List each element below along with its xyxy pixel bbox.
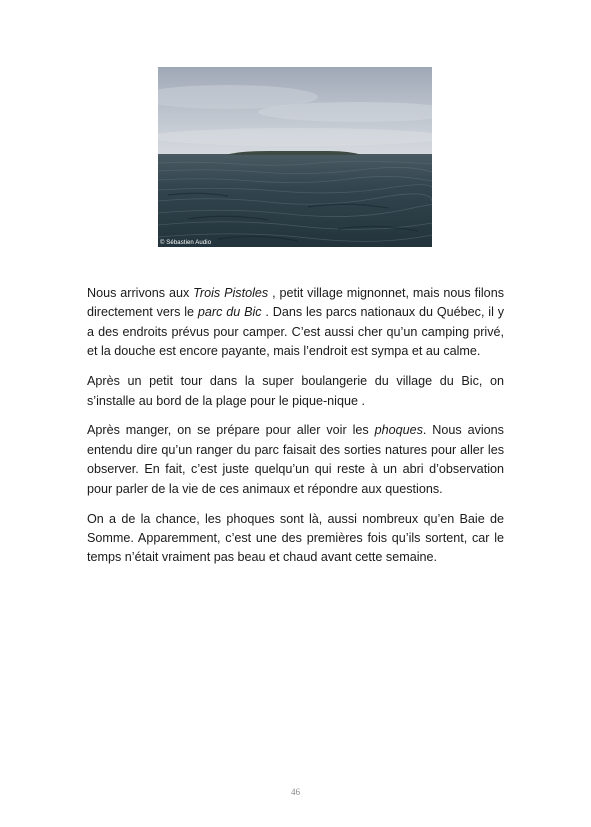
text-run: Nous arrivons aux bbox=[87, 286, 194, 300]
text-run: Après un petit tour dans la super boulangerie du village du Bic, on s’installe au bord de la plage pour le pique-nique . bbox=[87, 374, 504, 408]
text-run: On a de la chance, les phoques sont là, aussi nombreux qu’en Baie de Somme. Apparemment, c’est une des premières fois qu’ils sortent, car le temps n’était vraiment pas beau et chaud avant cette semaine. bbox=[87, 511, 504, 565]
text-run: . Nous avions entendu dire qu’un ranger du parc faisait des sorties natures pour aller les observer. En fait, c’est juste quelqu’un qui reste à un abri d’observation pour parler de la vie de ces animaux et répondre aux questions. bbox=[87, 423, 504, 496]
text-run: Après manger, on se prépare pour aller voir les bbox=[87, 423, 375, 438]
photo-credit: © Sébastien Audio bbox=[160, 240, 212, 246]
italic-text: Trois Pistoles bbox=[193, 286, 269, 300]
italic-text: phoques bbox=[374, 423, 423, 438]
body-text bbox=[87, 284, 504, 578]
page-number: 46 bbox=[291, 787, 300, 797]
paragraph bbox=[87, 372, 504, 411]
italic-text: parc du Bic bbox=[197, 305, 262, 320]
text-run: , petit village mignonnet, mais nous filons directement vers le bbox=[87, 286, 504, 320]
paragraph bbox=[87, 284, 504, 362]
paragraph bbox=[87, 421, 504, 499]
text-run: . Dans les parcs nationaux du Québec, il y a des endroits prévus pour camper. C’est aussi cher qu’un camping privé, et la douche est encore payante, mais l’endroit est sympa et au calme. bbox=[87, 305, 505, 359]
paragraph bbox=[87, 510, 504, 568]
sea-island-photo bbox=[158, 67, 432, 247]
